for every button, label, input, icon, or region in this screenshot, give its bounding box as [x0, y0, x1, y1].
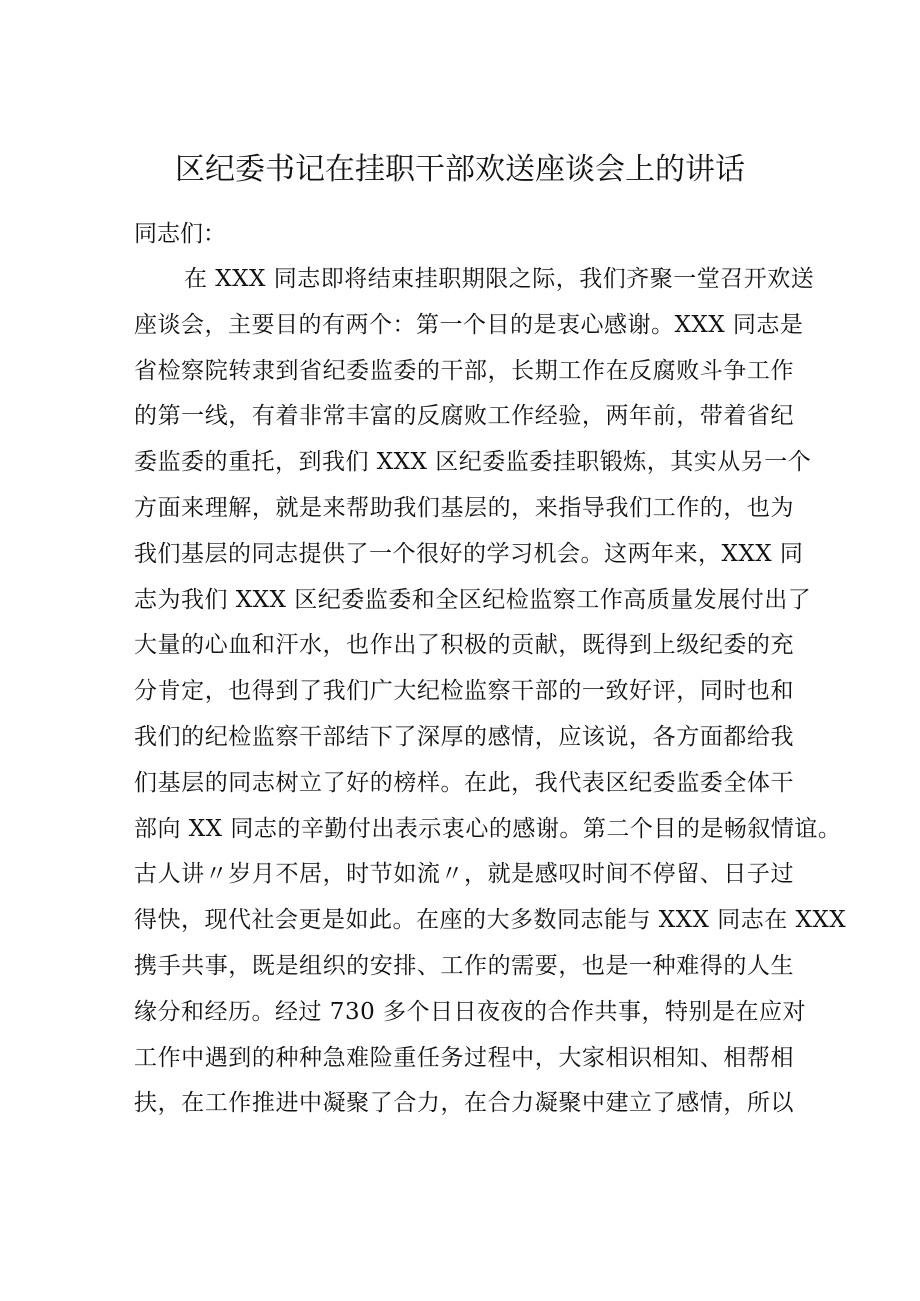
text-line: 古人讲〃岁月不居，时节如流〃，就是感叹时间不停留、日子过 — [134, 861, 794, 888]
salutation: 同志们： — [134, 221, 226, 247]
text-line: 部向 XX 同志的辛勤付出表示衷心的感谢。第二个目的是畅叙情谊。 — [134, 815, 842, 842]
text-line: 携手共事，既是组织的安排、工作的需要，也是一种难得的人生 — [134, 952, 794, 979]
text-line: 我们基层的同志提供了一个很好的学习机会。这两年来，XXX 同 — [134, 540, 804, 567]
text-line: 座谈会，主要目的有两个：第一个目的是衷心感谢。XXX 同志是 — [134, 311, 804, 338]
text-line: 的第一线，有着非常丰富的反腐败工作经验，两年前，带着省纪 — [134, 403, 794, 430]
text-line: 在 XXX 同志即将结束挂职期限之际，我们齐聚一堂召开欢送 — [184, 266, 815, 292]
text-line: 委监委的重托，到我们 XXX 区纪委监委挂职锻炼，其实从另一个 — [134, 449, 812, 476]
text-line: 志为我们 XXX 区纪委监委和全区纪检监察工作高质量发展付出了 — [134, 586, 812, 613]
text-line: 我们的纪检监察干部结下了深厚的感情，应该说，各方面都给我 — [134, 723, 794, 750]
text-line: 缘分和经历。经过 730 多个日日夜夜的合作共事，特别是在应对 — [134, 998, 807, 1025]
text-line: 省检察院转隶到省纪委监委的干部，长期工作在反腐败斗争工作 — [134, 357, 794, 384]
text-line: 大量的心血和汗水，也作出了积极的贡献，既得到上级纪委的充 — [134, 632, 794, 659]
text-line: 得快，现代社会更是如此。在座的大多数同志能与 XXX 同志在 XXX — [134, 907, 847, 934]
text-line: 工作中遇到的种种急难险重任务过程中，大家相识相知、相帮相 — [134, 1044, 794, 1071]
body-paragraph — [134, 257, 847, 1127]
document-title: 区纪委书记在挂职干部欢送座谈会上的讲话 — [175, 152, 745, 187]
text-line: 方面来理解，就是来帮助我们基层的，来指导我们工作的，也为 — [134, 494, 794, 521]
text-line: 们基层的同志树立了好的榜样。在此，我代表区纪委监委全体干 — [134, 769, 794, 796]
text-line: 分肯定，也得到了我们广大纪检监察干部的一致好评，同时也和 — [134, 678, 794, 705]
text-line: 扶，在工作推进中凝聚了合力，在合力凝聚中建立了感情，所以 — [134, 1090, 794, 1117]
